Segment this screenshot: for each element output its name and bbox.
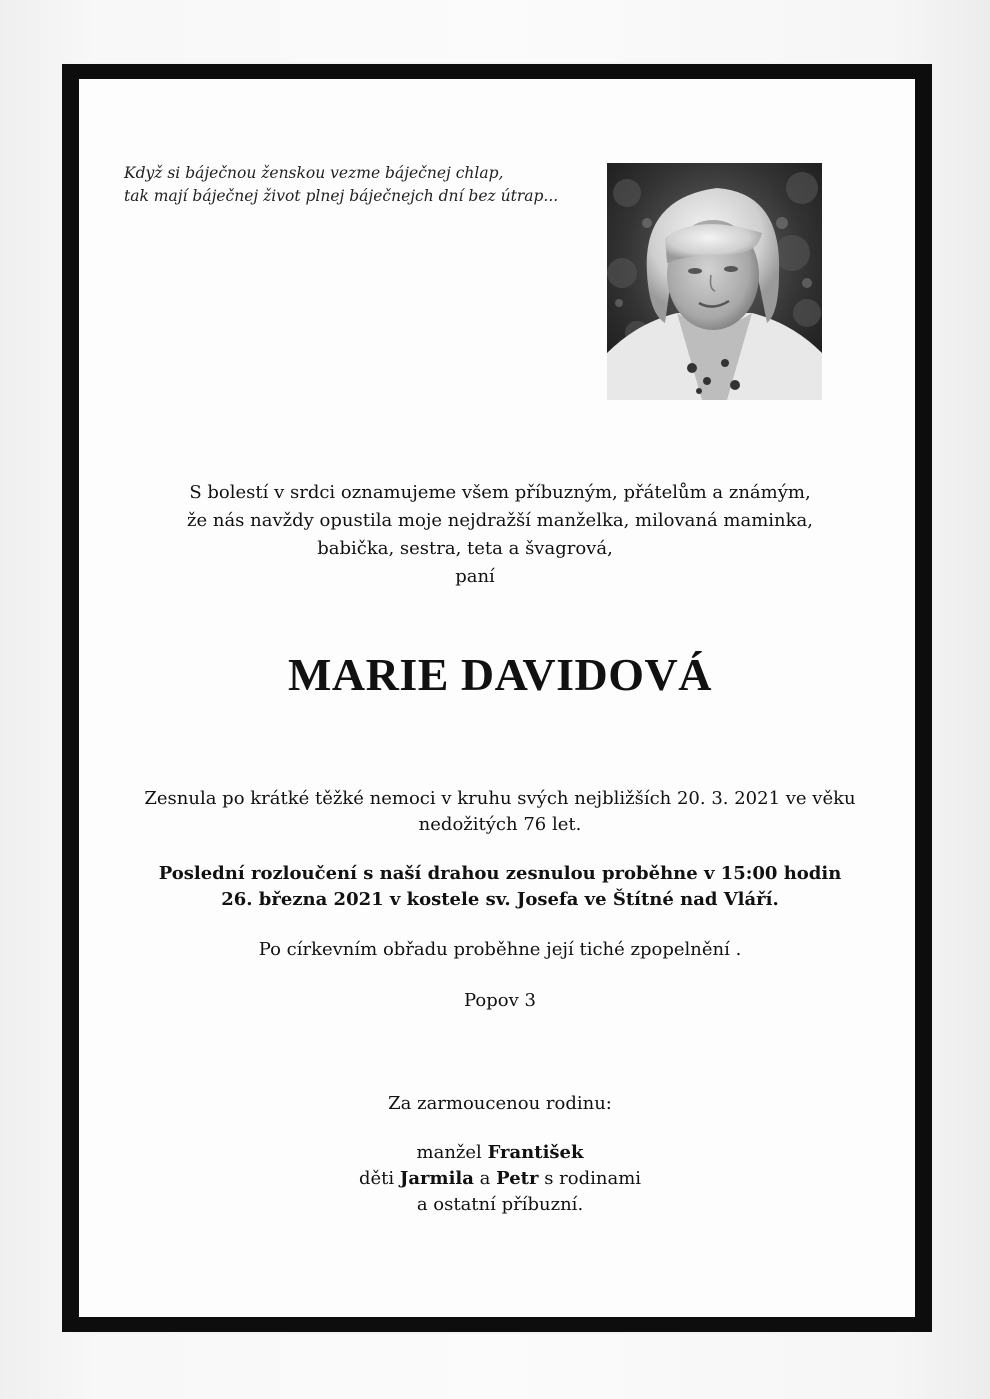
child-name-1: Jarmila — [399, 1168, 474, 1189]
announcement-line-4: paní — [455, 566, 495, 587]
portrait-photo — [607, 163, 822, 400]
announcement-text — [150, 479, 850, 591]
children-conjunction: a — [479, 1168, 491, 1189]
death-notice — [120, 786, 880, 838]
farewell-info — [120, 861, 880, 913]
death-notice-line-2: nedožitých 76 let. — [418, 814, 582, 835]
family-heading: Za zarmoucenou rodinu: — [388, 1093, 612, 1114]
announcement-line-1: S bolestí v srdci oznamujeme všem příbuzným, přátelům a známým, — [189, 482, 811, 503]
family-children-line — [120, 1166, 880, 1192]
husband-prefix: manžel — [416, 1142, 482, 1163]
child-name-2: Petr — [496, 1168, 539, 1189]
children-prefix: děti — [358, 1168, 395, 1189]
death-notice-line-1: Zesnula po krátké těžké nemoci v kruhu svých nejbližších 20. 3. 2021 ve věku — [144, 788, 856, 809]
portrait-photo-image — [607, 163, 822, 400]
motto-line-2: tak mají báječnej život plnej báječnejch dní bez útrap... — [124, 187, 559, 205]
husband-name: František — [487, 1142, 584, 1163]
motto-line-1: Když si báječnou ženskou vezme báječnej chlap, — [124, 164, 504, 182]
farewell-line-2: 26. března 2021 v kostele sv. Josefa ve Štítné nad Vláří. — [221, 889, 779, 910]
announcement-line-2: že nás navždy opustila moje nejdražší manželka, milovaná maminka, — [187, 510, 813, 531]
farewell-line-1: Poslední rozloučení s naší drahou zesnulou proběhne v 15:00 hodin — [158, 863, 842, 884]
announcement-line-3: babička, sestra, teta a švagrová, — [317, 538, 613, 559]
motto-quote — [124, 162, 594, 208]
family-husband-line — [120, 1140, 880, 1166]
family-signatures — [120, 1140, 880, 1218]
family-others-line: a ostatní příbuzní. — [416, 1194, 584, 1215]
ceremony-note: Po církevním obřadu proběhne její tiché zpopelnění . — [258, 939, 742, 960]
family-address: Popov 3 — [464, 990, 536, 1011]
deceased-name: MARIE DAVIDOVÁ — [287, 649, 712, 700]
children-suffix: s rodinami — [544, 1168, 642, 1189]
